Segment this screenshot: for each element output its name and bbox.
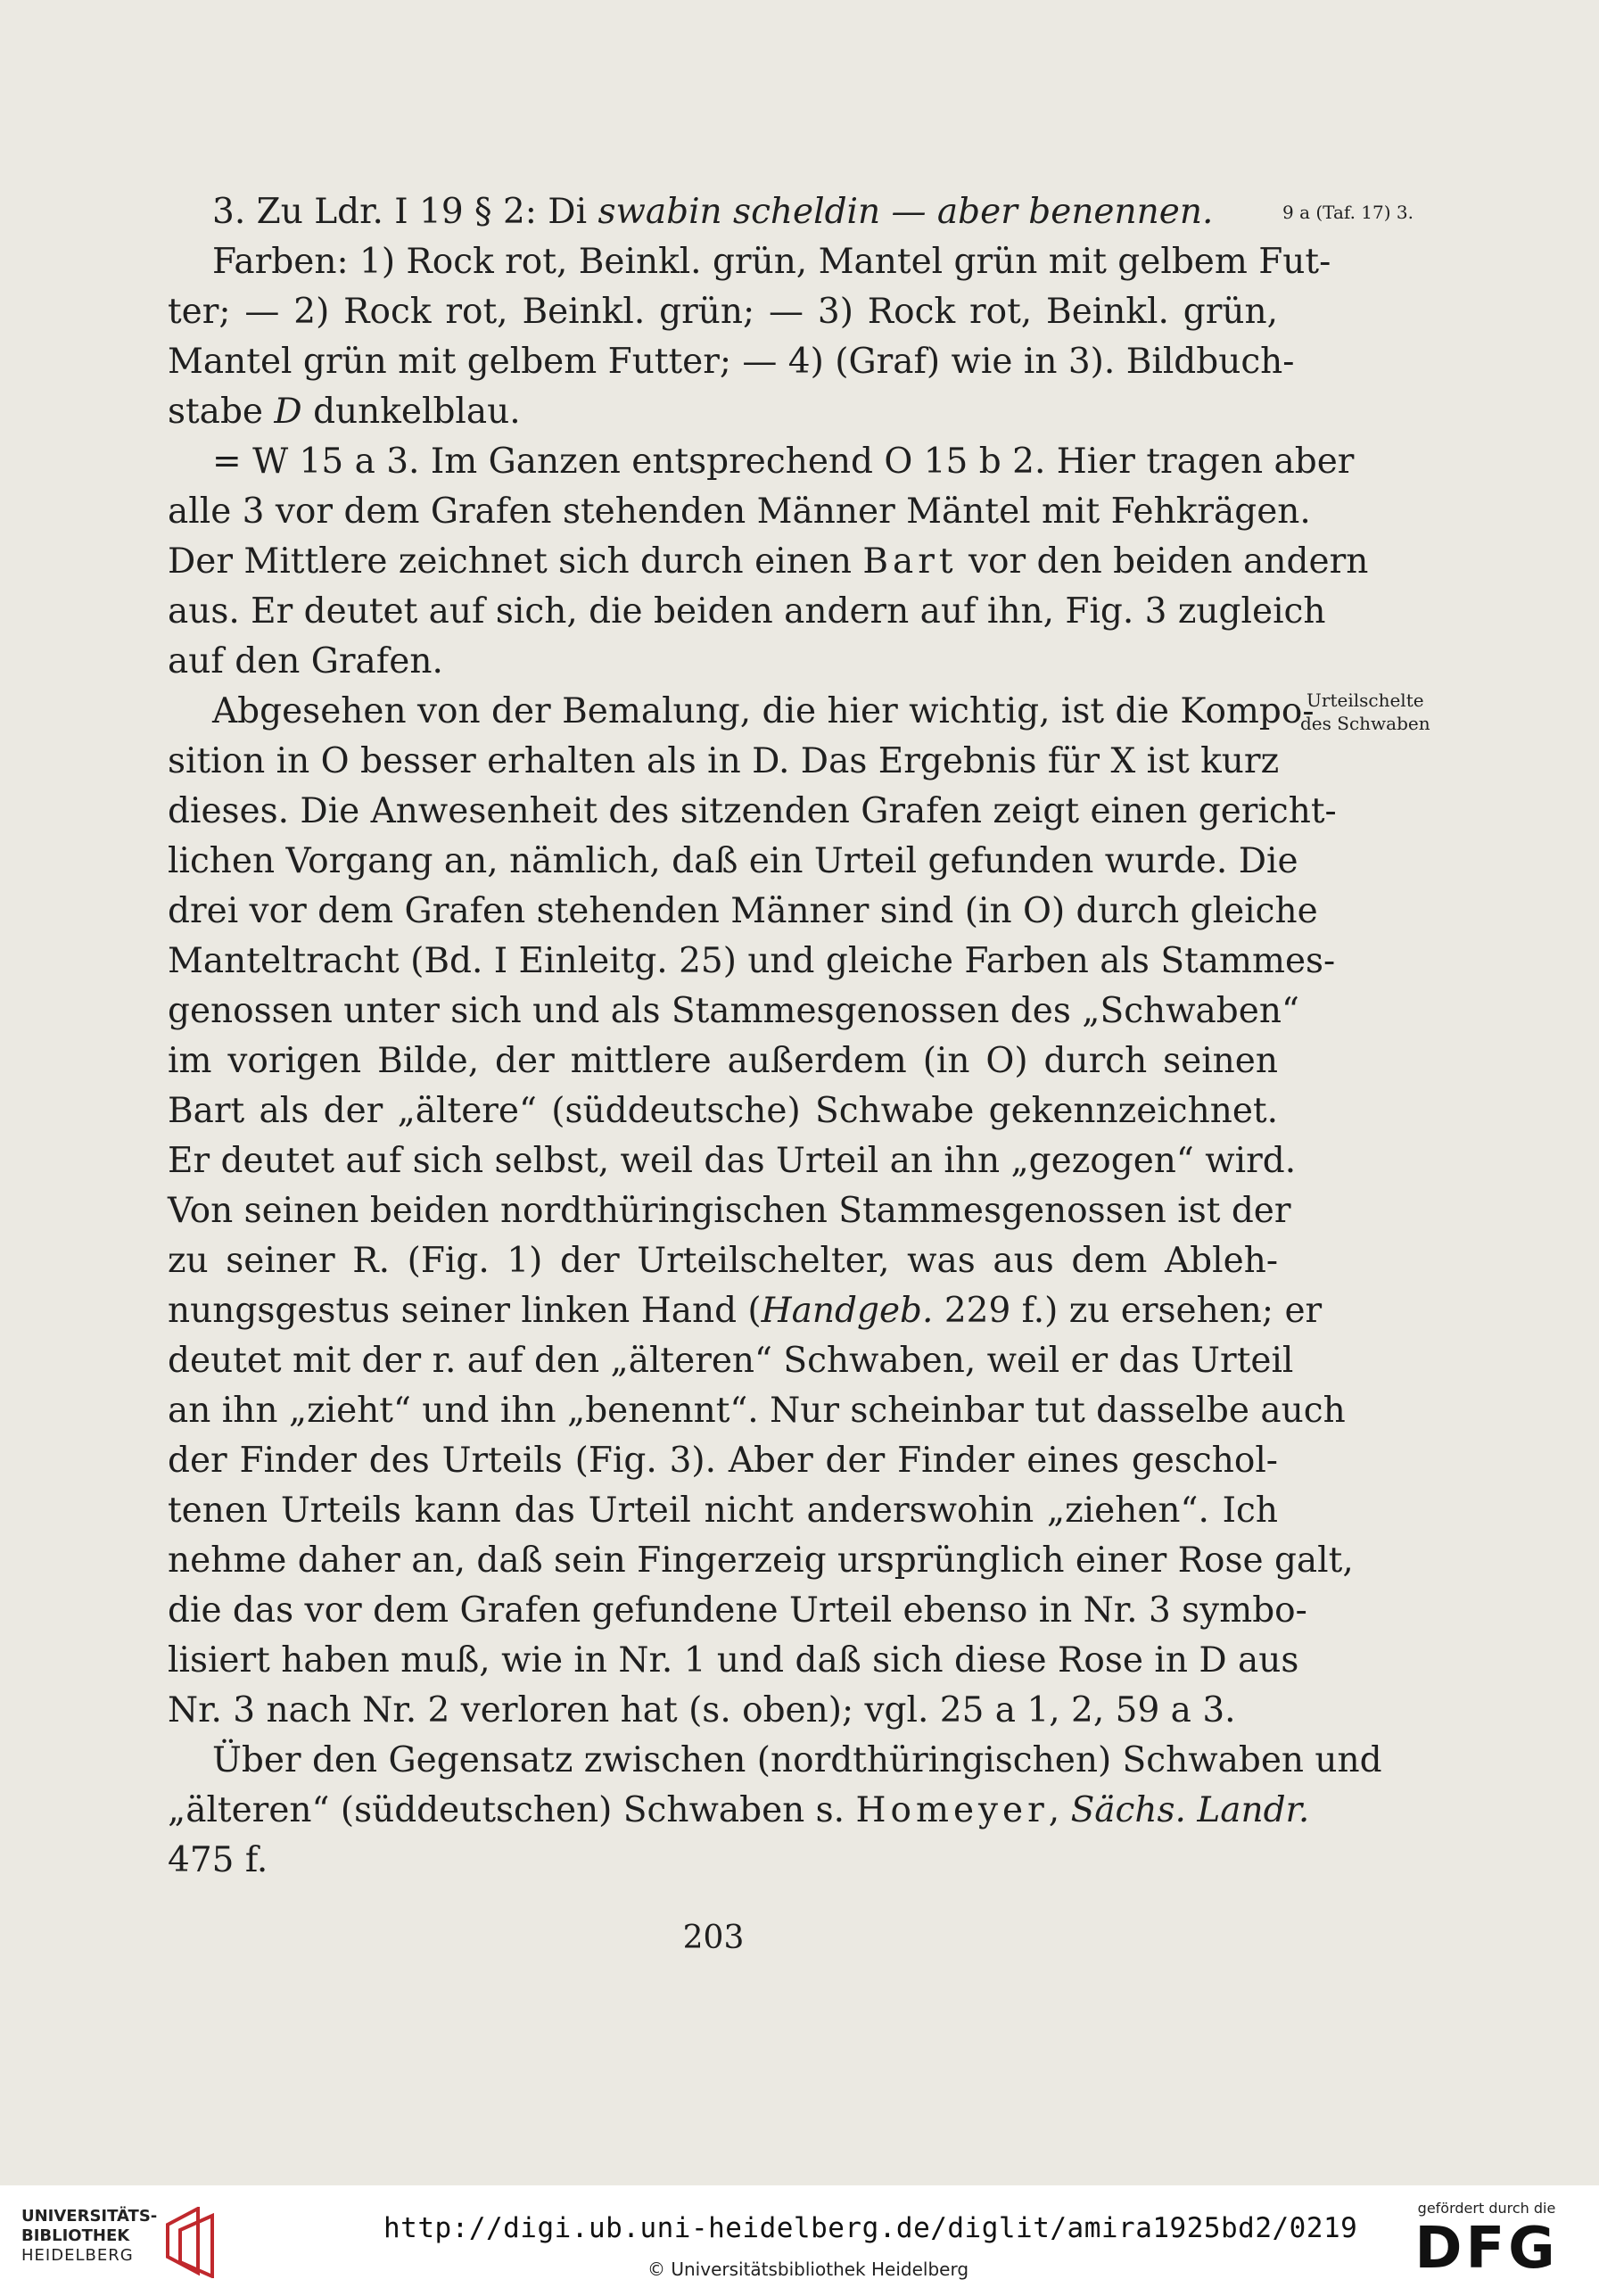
text-line: lisiert haben muß, wie in Nr. 1 und daß sich diese Rose in D aus (168, 1640, 1299, 1681)
permalink-url[interactable]: http://digi.ub.uni-heidelberg.de/diglit/amira1925bd2/0219 (383, 2212, 1358, 2244)
text-line: auf den Grafen. (168, 641, 443, 681)
margin-topic-line: des Schwaben (1300, 713, 1430, 734)
text-line (168, 537, 1369, 587)
line-italic: D (274, 392, 302, 432)
section-heading (168, 187, 1278, 237)
dfg-logo[interactable]: DFG (1414, 2216, 1559, 2282)
page-number: 203 (682, 1920, 745, 1956)
text-line: der Finder des Urteils (Fig. 3). Aber der Finder eines geschol- (168, 1441, 1278, 1481)
text-line (168, 387, 1278, 437)
text-line: Mantel grün mit gelbem Futter; — 4) (Graf) wie in 3). Bildbuch- (168, 342, 1295, 382)
heading-italic: swabin scheldin — aber benennen. (598, 192, 1214, 232)
text-line: im vorigen Bilde, der mittlere außerdem (in O) durch seinen (168, 1041, 1278, 1081)
heading-prefix: 3. Zu Ldr. I 19 § 2: Di (212, 192, 598, 232)
text-line: genossen unter sich und als Stammesgenossen des „Schwaben“ (168, 991, 1299, 1031)
line-part: stabe (168, 392, 275, 432)
line-part: , (1048, 1790, 1071, 1830)
line-italic: Sächs. Landr. (1070, 1790, 1310, 1830)
margin-reference: 9 a (Taf. 17) 3. (1282, 202, 1414, 223)
text-line: sition in O besser erhalten als in D. Das Ergebnis für X ist kurz (168, 741, 1280, 781)
text-line: Abgesehen von der Bemalung, die hier wichtig, ist die Kompo- (212, 691, 1315, 731)
margin-topic-line: Urteilschelte (1306, 690, 1424, 711)
text-line: Farben: 1) Rock rot, Beinkl. grün, Mantel grün mit gelbem Fut- (212, 242, 1331, 282)
text-line: Manteltracht (Bd. I Einleitg. 25) und gleiche Farben als Stammes- (168, 941, 1336, 981)
text-line: Nr. 3 nach Nr. 2 verloren hat (s. oben); vgl. 25 a 1, 2, 59 a 3. (168, 1690, 1236, 1730)
footer-bar (0, 2185, 1599, 2296)
margin-topic-note (1300, 689, 1430, 735)
text-line: alle 3 vor dem Grafen stehenden Männer Mäntel mit Fehkrägen. (168, 491, 1311, 532)
line-part: „älteren“ (süddeutschen) Schwaben s. (168, 1790, 856, 1830)
library-line: UNIVERSITÄTS- (21, 2207, 158, 2226)
text-line: die das vor dem Grafen gefundene Urteil ebenso in Nr. 3 symbo- (168, 1590, 1307, 1631)
library-mark-icon (162, 2207, 225, 2278)
line-part: 229 f.) zu ersehen; er (933, 1291, 1323, 1331)
text-line: deutet mit der r. auf den „älteren“ Schwaben, weil er das Urteil (168, 1341, 1294, 1381)
library-logo[interactable] (21, 2207, 227, 2278)
copyright-notice: © Universitätsbibliothek Heidelberg (647, 2259, 969, 2280)
text-line: nehme daher an, daß sein Fingerzeig ursprünglich einer Rose galt, (168, 1540, 1354, 1581)
text-line: Über den Gegensatz zwischen (nordthüringischen) Schwaben und (212, 1740, 1382, 1780)
line-part: vor den beiden andern (957, 541, 1369, 582)
text-line: dieses. Die Anwesenheit des sitzenden Grafen zeigt einen gericht- (168, 791, 1337, 831)
line-spaced: Bart (862, 541, 958, 582)
library-line: BIBLIOTHEK (21, 2226, 130, 2245)
line-part: dunkelblau. (301, 392, 521, 432)
text-line: lichen Vorgang an, nämlich, daß ein Urteil gefunden wurde. Die (168, 841, 1298, 881)
funding-block (1397, 2200, 1576, 2282)
library-name (21, 2207, 157, 2266)
text-line: 475 f. (168, 1840, 268, 1880)
text-line: ter; — 2) Rock rot, Beinkl. grün; — 3) Rock rot, Beinkl. grün, (168, 292, 1278, 332)
text-line: = W 15 a 3. Im Ganzen entsprechend O 15 b 2. Hier tragen aber (212, 442, 1355, 482)
text-line: tenen Urteils kann das Urteil nicht anderswohin „ziehen“. Ich (168, 1491, 1278, 1531)
line-italic: Handgeb. (761, 1291, 934, 1331)
text-line: drei vor dem Grafen stehenden Männer sind (in O) durch gleiche (168, 891, 1318, 931)
text-line (168, 1786, 1310, 1836)
text-line: aus. Er deutet auf sich, die beiden andern auf ihn, Fig. 3 zugleich (168, 591, 1326, 632)
text-line: an ihn „zieht“ und ihn „benennt“. Nur scheinbar tut dasselbe auch (168, 1391, 1346, 1431)
text-line (168, 1286, 1323, 1336)
text-line: Von seinen beiden nordthüringischen Stammesgenossen ist der (168, 1191, 1291, 1231)
text-line: zu seiner R. (Fig. 1) der Urteilschelter, was aus dem Ableh- (168, 1241, 1278, 1281)
funding-caption: gefördert durch die (1417, 2200, 1556, 2217)
line-spaced: Homeyer (855, 1790, 1049, 1830)
line-part: Der Mittlere zeichnet sich durch einen (168, 541, 863, 582)
library-line: HEIDELBERG (21, 2246, 134, 2265)
text-line: Er deutet auf sich selbst, weil das Urteil an ihn „gezogen“ wird. (168, 1141, 1297, 1181)
text-line: Bart als der „ältere“ (süddeutsche) Schwabe gekennzeichnet. (168, 1091, 1278, 1131)
line-part: nungsgestus seiner linken Hand ( (168, 1291, 762, 1331)
